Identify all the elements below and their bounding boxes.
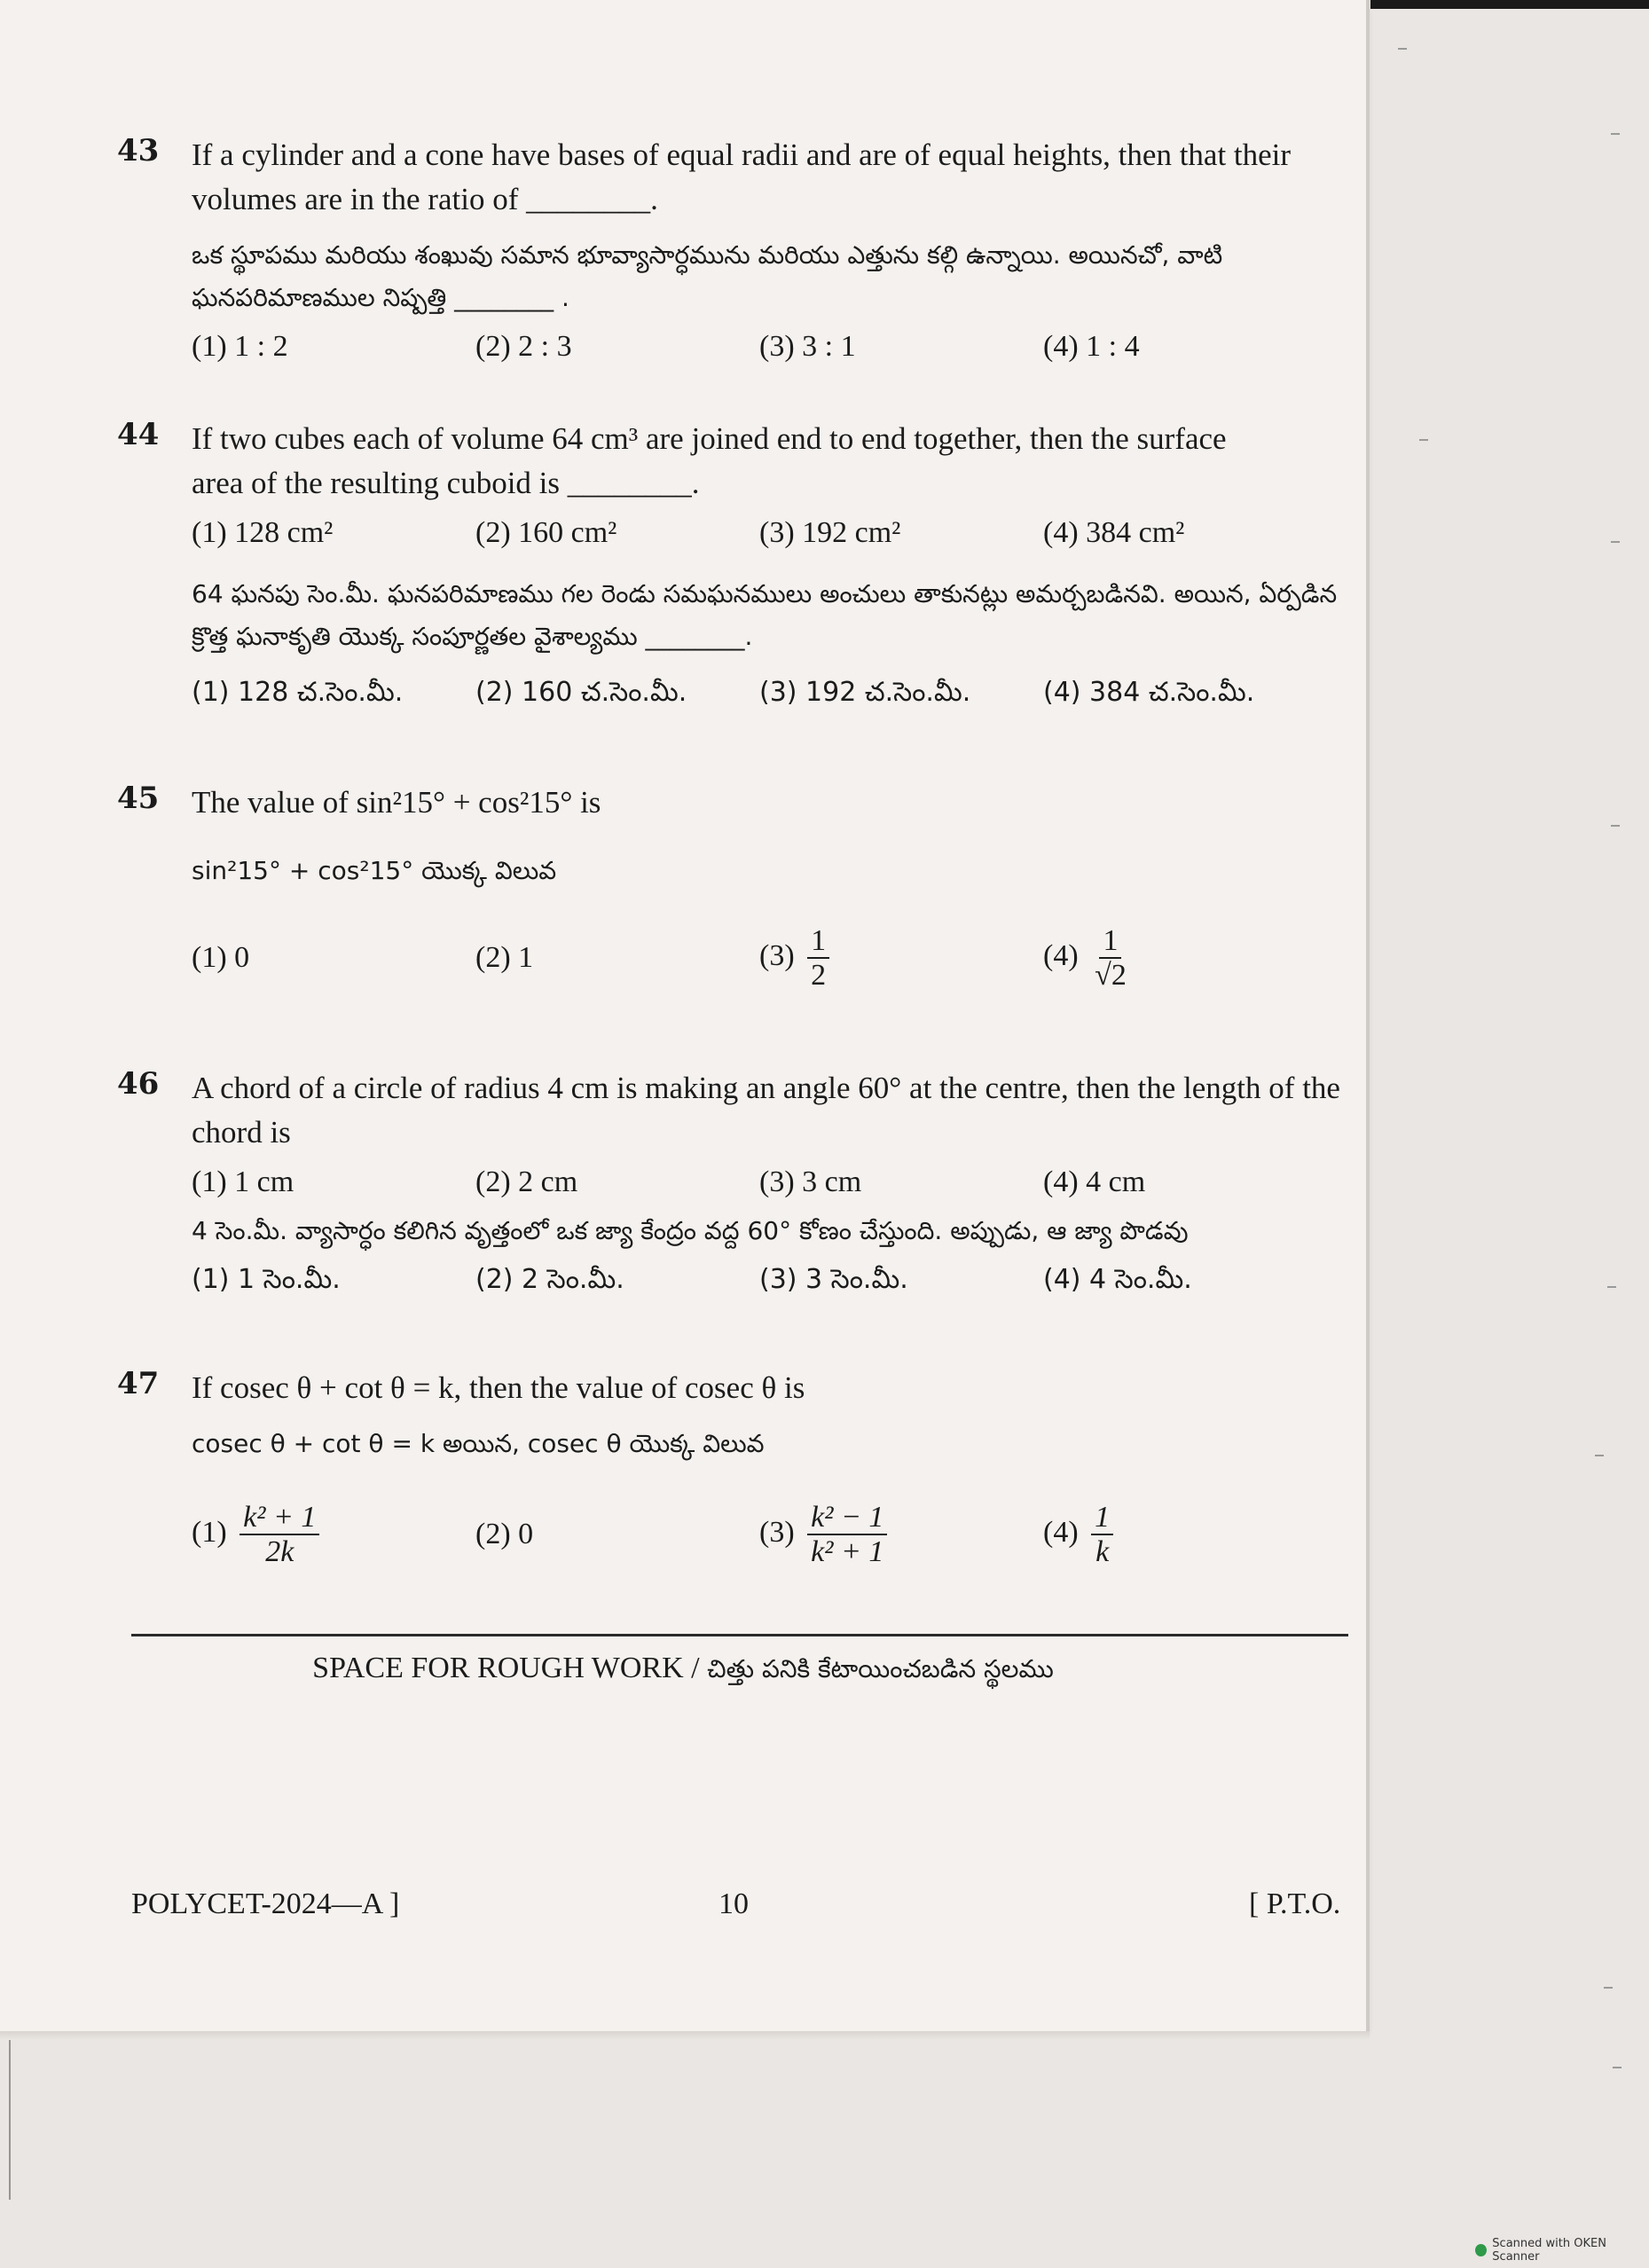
page-edge [1366, 0, 1370, 2031]
option-1: (1) 128 cm² [192, 516, 334, 549]
question-text-telugu: cosec θ + cot θ = k అయిన, cosec θ యొక్క విలువ [192, 1429, 765, 1458]
option-label: (4) [1043, 939, 1079, 973]
option-label: (1) [192, 1516, 227, 1550]
question-number: 45 [117, 781, 160, 816]
scanner-logo-icon [1475, 2244, 1487, 2256]
numerator: 1 [1099, 924, 1121, 959]
numerator: 1 [1091, 1501, 1113, 1535]
scanner-text: Scanned with OKEN Scanner [1492, 2237, 1606, 2264]
option-2: (2) 2 : 3 [475, 330, 572, 363]
option-3: (3) 3 cm [759, 1165, 862, 1198]
option-label: (3) [759, 1516, 795, 1550]
question-text-english: A chord of a circle of radius 4 cm is making an angle 60° at the centre, then the length of the chord is [192, 1071, 1340, 1150]
options [192, 1501, 1348, 1569]
option-label: (3) [759, 939, 795, 973]
fraction-one-over-k [1091, 1501, 1113, 1569]
question-47 [117, 1366, 1348, 1569]
option-2: (2) 160 cm² [475, 516, 617, 549]
option-4-telugu: (4) 384 చ.సెం.మీ. [1043, 677, 1255, 708]
question-46 [117, 1066, 1348, 1304]
question-number: 46 [117, 1066, 160, 1102]
page-shadow [0, 2031, 1370, 2040]
question-number: 44 [117, 417, 160, 452]
option-3-telugu: (3) 192 చ.సెం.మీ. [759, 677, 971, 708]
numerator: k² + 1 [239, 1501, 319, 1535]
scan-margin-marks [1391, 0, 1639, 2268]
option-2: (2) 0 [475, 1518, 534, 1551]
option-label: (4) [1043, 1516, 1079, 1550]
rough-work-heading [0, 1652, 1366, 1690]
question-43 [117, 133, 1348, 371]
option-4 [1043, 924, 1327, 993]
option-1 [192, 1501, 475, 1569]
option-2-telugu: (2) 160 చ.సెం.మీ. [475, 677, 687, 708]
options [192, 924, 1348, 993]
option-4: (4) 4 cm [1043, 1165, 1146, 1198]
question-text-telugu: ఒక స్థూపము మరియు శంఖువు సమాన భూవ్యాసార్ధమును మరియు ఎత్తును కల్గి ఉన్నాయి. అయినచో, వాటి ఘనపరిమాణముల నిష్పత్తి ________ . [192, 240, 1223, 312]
option-3-telugu: (3) 3 సెం.మీ. [759, 1264, 908, 1295]
question-text-english: If cosec θ + cot θ = k, then the value of cosec θ is [192, 1370, 805, 1405]
rough-work-telugu: చిత్తు పనికి కేటాయించబడిన స్థలము [707, 1654, 1054, 1683]
denominator: 2 [811, 959, 827, 993]
options-telugu [192, 1256, 1348, 1304]
option-3: (3) 192 cm² [759, 516, 901, 549]
option-3 [759, 924, 1043, 993]
option-1: (1) 0 [192, 941, 250, 975]
numerator: k² − 1 [807, 1501, 887, 1535]
fraction-one-half [807, 924, 829, 993]
option-3 [759, 1501, 1043, 1569]
option-4-telugu: (4) 4 సెం.మీ. [1043, 1264, 1192, 1295]
option-4: (4) 384 cm² [1043, 516, 1185, 549]
option-3: (3) 3 : 1 [759, 330, 856, 363]
question-text-english: The value of sin²15° + cos²15° is [192, 785, 601, 820]
option-1-telugu: (1) 128 చ.సెం.మీ. [192, 677, 404, 708]
question-45 [117, 781, 1348, 993]
paper-code: POLYCET-2024—A ] [131, 1887, 400, 1920]
question-number: 47 [117, 1366, 160, 1401]
fraction-k2minus1-over-k2plus1 [807, 1501, 887, 1569]
options-english [192, 1158, 1348, 1206]
option-1: (1) 1 : 2 [192, 330, 288, 363]
question-text-telugu: sin²15° + cos²15° యొక్క విలువ [192, 856, 557, 885]
question-text-english: If a cylinder and a cone have bases of equal radii and are of equal heights, then that their volumes are in the ratio of ________. [192, 137, 1292, 216]
numerator: 1 [807, 924, 829, 959]
denominator: √2 [1095, 959, 1127, 993]
denominator: 2k [265, 1535, 294, 1569]
pto-label: [ P.T.O. [1249, 1887, 1341, 1920]
option-4: (4) 1 : 4 [1043, 330, 1140, 363]
question-number: 43 [117, 133, 160, 169]
option-2: (2) 1 [475, 941, 534, 975]
option-2: (2) 2 cm [475, 1165, 578, 1198]
crease-line [9, 2040, 11, 2200]
question-text-english-line2: area of the resulting cuboid is ________. [192, 466, 700, 500]
options [192, 323, 1348, 371]
option-2-telugu: (2) 2 సెం.మీ. [475, 1264, 624, 1295]
section-divider [131, 1634, 1348, 1636]
fraction-one-over-root-two [1091, 924, 1130, 993]
question-text-english-line1: If two cubes each of volume 64 cm³ are joined end to end together, then the surface [192, 421, 1227, 456]
option-1: (1) 1 cm [192, 1165, 294, 1198]
options-telugu [192, 669, 1348, 717]
scanner-watermark [1475, 2237, 1649, 2264]
rough-work-english: SPACE FOR ROUGH WORK / [312, 1652, 708, 1684]
denominator: k² + 1 [811, 1535, 884, 1569]
options-english [192, 509, 1348, 557]
fraction-k2plus1-over-2k [239, 1501, 319, 1569]
question-text-telugu: 64 ఘనపు సెం.మీ. ఘనపరిమాణము గల రెండు సమఘనములు అంచులు తాకునట్లు అమర్చబడినవి. అయిన, ఏర్పడిన క్రొత్త ఘనాకృతి యొక్క సంపూర్ణతల వైశాల్యము ________. [192, 579, 1338, 651]
page-number: 10 [718, 1887, 749, 1920]
option-1-telugu: (1) 1 సెం.మీ. [192, 1264, 341, 1295]
option-4 [1043, 1501, 1327, 1569]
question-44 [117, 417, 1348, 717]
question-text-telugu: 4 సెం.మీ. వ్యాసార్ధం కలిగిన వృత్తంలో ఒక జ్యా కేంద్రం వద్ద 60° కోణం చేస్తుంది. అప్పుడు, ఆ జ్యా పొడవు [192, 1216, 1189, 1245]
denominator: k [1095, 1535, 1110, 1569]
